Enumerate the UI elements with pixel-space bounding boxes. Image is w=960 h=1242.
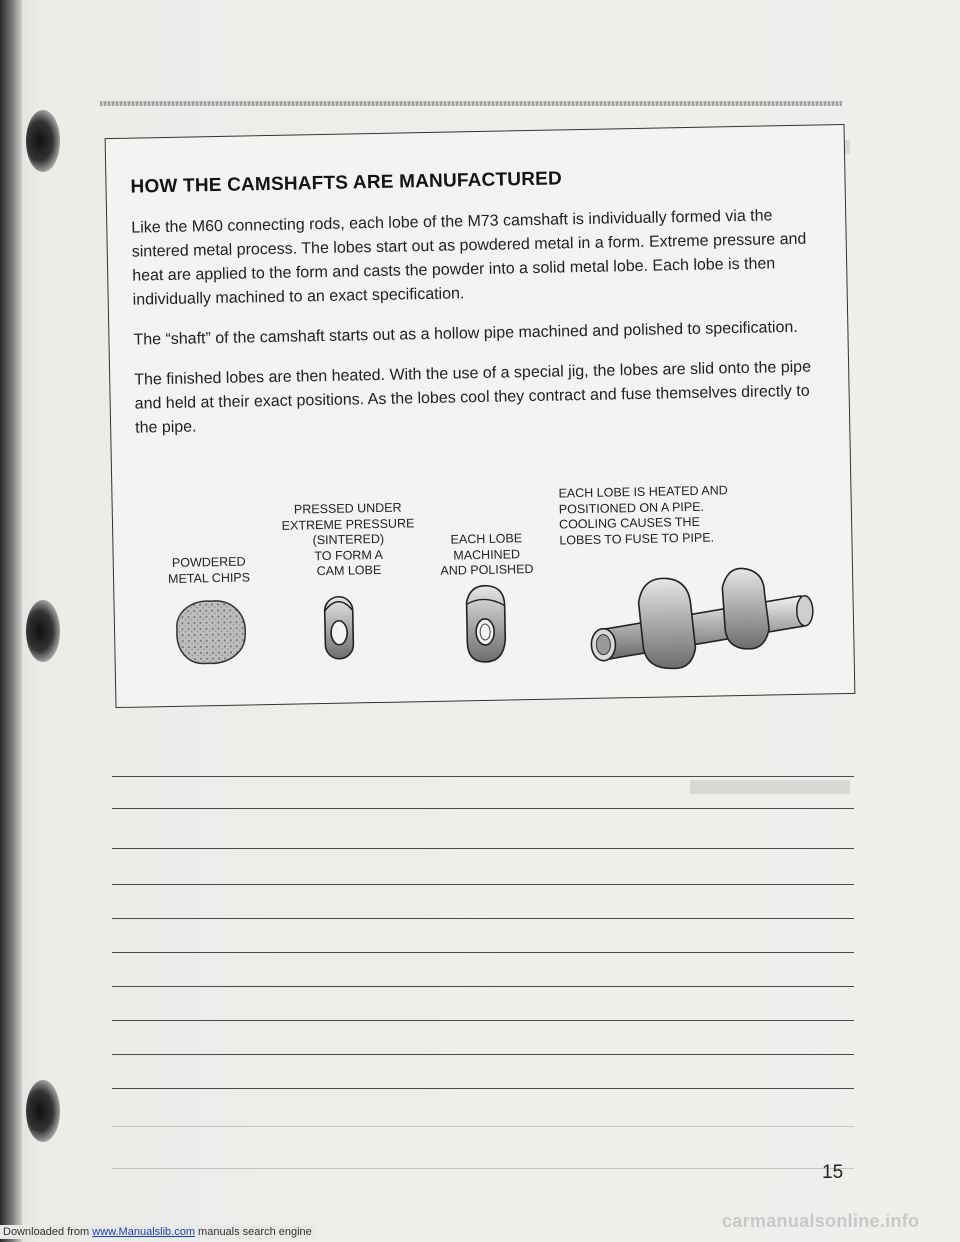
writing-line [112,848,854,849]
writing-line [112,808,854,809]
label-powdered-metal: POWDERED METAL CHIPS [167,554,251,586]
label-pressed: PRESSED UNDER EXTREME PRESSURE (SINTERED) TO FORM A CAM LOBE [281,500,415,579]
sintered-lobe-icon [324,596,353,659]
writing-line [112,1168,854,1169]
camshaft-process-diagram [112,477,856,701]
download-footer: Downloaded from www.Manualslib.com manuals search engine [0,1225,315,1239]
binder-hole [26,1080,60,1142]
writing-line [112,918,854,919]
writing-line [112,776,854,777]
label-heated: EACH LOBE IS HEATED AND POSITIONED ON A PIPE. COOLING CAUSES THE LOBES TO FUSE TO PIPE. [558,483,728,547]
writing-line [112,1126,854,1127]
writing-line [112,1088,854,1089]
watermark: carmanualsonline.info [722,1211,920,1231]
paragraph: The “shaft” of the camshaft starts out as a hollow pipe machined and polished to specification. [133,318,798,349]
binder-hole [26,110,60,172]
writing-line [112,952,854,953]
paragraph: The finished lobes are then heated. With the use of a special jig, the lobes are slid onto the pipe and held at their exact positions. As the lobes cool they contract and fuse themselves directly to the pipe. [134,358,812,437]
binder-hole [26,600,60,662]
writing-line [112,884,854,885]
diagram-drawings [112,477,856,701]
box-title: HOW THE CAMSHAFTS ARE MANUFACTURED [130,168,563,198]
writing-line [112,986,854,987]
paragraph: Like the M60 connecting rods, each lobe of the M73 camshaft is individually formed via the sintered metal process. The lobes start out as powdered metal in a form. Extreme pressure and heat are applied to the form and casts the powder into a solid metal lobe. Each lobe is then individually machined to an exact specification. [131,207,807,309]
assembled-camshaft-icon [590,567,814,670]
label-machined: EACH LOBE MACHINED AND POLISHED [440,531,534,578]
page-number: 15 [822,1162,844,1183]
writing-line [112,1020,854,1021]
bleed-through [690,780,850,794]
header-rule [100,101,842,106]
manualslib-link[interactable]: www.Manualslib.com [92,1226,195,1238]
powder-chip-icon [176,600,246,664]
machined-lobe-icon [466,585,505,662]
manufacturing-info-box [105,124,856,708]
writing-line [112,1054,854,1055]
binder-edge [0,0,22,1242]
